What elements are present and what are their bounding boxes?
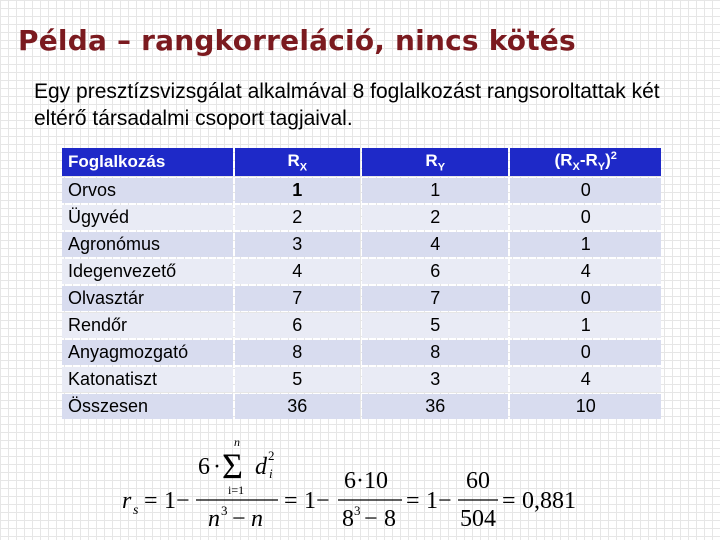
table-row bbox=[62, 259, 661, 284]
cell-rx: 5 bbox=[235, 367, 360, 392]
header-ry bbox=[362, 148, 508, 176]
formula-six: 6 bbox=[198, 454, 210, 480]
cell-d-squared: 0 bbox=[510, 205, 661, 230]
formula-one1: 1 bbox=[164, 488, 176, 514]
formula-minus-n: − bbox=[232, 506, 246, 532]
table-row bbox=[62, 286, 661, 311]
formula-one2: 1 bbox=[304, 488, 316, 514]
formula-sigma: Σ bbox=[222, 446, 243, 486]
header-d-sup: 2 bbox=[610, 150, 617, 163]
cell-rx: 4 bbox=[235, 259, 360, 284]
table-row bbox=[62, 205, 661, 230]
cell-ry: 4 bbox=[362, 232, 508, 257]
cell-d-squared: 1 bbox=[510, 313, 661, 338]
table-row bbox=[62, 340, 661, 365]
cell-occupation: Idegenvezető bbox=[62, 259, 233, 284]
cell-rx: 8 bbox=[235, 340, 360, 365]
cell-ry: 8 bbox=[362, 340, 508, 365]
formula-one3: 1 bbox=[426, 488, 438, 514]
cell-ry: 7 bbox=[362, 286, 508, 311]
cell-occupation: Anyagmozgató bbox=[62, 340, 233, 365]
formula-eq2: = bbox=[284, 488, 298, 514]
cell-ry: 36 bbox=[362, 394, 508, 419]
formula-d: d bbox=[255, 454, 267, 480]
cell-rx: 2 bbox=[235, 205, 360, 230]
cell-ry: 3 bbox=[362, 367, 508, 392]
cell-occupation: Összesen bbox=[62, 394, 233, 419]
cell-occupation: Orvos bbox=[62, 178, 233, 203]
slide-title: Példa – rangkorreláció, nincs kötés bbox=[18, 24, 576, 57]
header-ry-base: R bbox=[425, 150, 438, 170]
cell-occupation: Katonatiszt bbox=[62, 367, 233, 392]
formula-i-eq-1: i=1 bbox=[228, 483, 245, 497]
cell-rx: 36 bbox=[235, 394, 360, 419]
cell-ry: 5 bbox=[362, 313, 508, 338]
formula-eq4: = bbox=[502, 488, 516, 514]
cell-d-squared: 0 bbox=[510, 286, 661, 311]
cell-d-squared: 0 bbox=[510, 340, 661, 365]
cell-d-squared: 10 bbox=[510, 394, 661, 419]
cell-occupation: Ügyvéd bbox=[62, 205, 233, 230]
cell-ry: 1 bbox=[362, 178, 508, 203]
formula-six-times-ten: 6·10 bbox=[344, 468, 388, 494]
formula-minus3: − bbox=[438, 488, 452, 514]
header-ry-sub: Y bbox=[437, 161, 446, 174]
cell-rx: 1 bbox=[235, 178, 360, 203]
formula-eight-base: 8 bbox=[342, 506, 354, 532]
formula-minus1: − bbox=[176, 488, 190, 514]
formula-minus2: − bbox=[316, 488, 330, 514]
formula-eq3: = bbox=[406, 488, 420, 514]
cell-d-squared: 4 bbox=[510, 259, 661, 284]
spearman-formula bbox=[120, 436, 600, 536]
formula-dot1: · bbox=[213, 454, 221, 480]
formula-n-cubed-base: n bbox=[208, 506, 220, 532]
table-row bbox=[62, 367, 661, 392]
header-d-squared bbox=[510, 148, 661, 176]
formula-result: 0,881 bbox=[522, 488, 576, 514]
formula-i: i bbox=[269, 466, 273, 481]
cell-occupation: Olvasztár bbox=[62, 286, 233, 311]
formula-s: s bbox=[133, 503, 139, 518]
formula-eq1: = bbox=[144, 488, 158, 514]
header-d-close: ) bbox=[605, 151, 611, 171]
header-d-sub1: X bbox=[572, 161, 580, 174]
formula-n-last: n bbox=[251, 506, 263, 532]
table-row bbox=[62, 394, 661, 419]
cell-d-squared: 4 bbox=[510, 367, 661, 392]
formula-two: 2 bbox=[268, 448, 275, 463]
slide-subtitle: Egy presztízsvizsgálat alkalmával 8 foglalkozást rangsoroltattak két eltérő társadalmi csoport tagjaival. bbox=[34, 80, 660, 130]
cell-ry: 2 bbox=[362, 205, 508, 230]
cell-occupation: Agronómus bbox=[62, 232, 233, 257]
formula-r: r bbox=[122, 488, 132, 514]
header-d-open: (R bbox=[554, 151, 573, 171]
table-row bbox=[62, 232, 661, 257]
formula-eight-last: 8 bbox=[384, 506, 396, 532]
formula-minus-8: − bbox=[364, 506, 378, 532]
table-header-row bbox=[62, 148, 661, 176]
cell-rx: 7 bbox=[235, 286, 360, 311]
header-d-sub2: Y bbox=[597, 161, 606, 174]
header-rx-base: R bbox=[287, 150, 300, 170]
table-row bbox=[62, 178, 661, 203]
header-rx bbox=[235, 148, 360, 176]
cell-d-squared: 0 bbox=[510, 178, 661, 203]
formula-three2: 3 bbox=[354, 503, 361, 518]
cell-rx: 6 bbox=[235, 313, 360, 338]
cell-occupation: Rendőr bbox=[62, 313, 233, 338]
cell-rx: 3 bbox=[235, 232, 360, 257]
rank-table bbox=[60, 146, 663, 421]
formula-sixty: 60 bbox=[466, 468, 490, 494]
formula-n-top: n bbox=[234, 436, 240, 449]
header-occupation: Foglalkozás bbox=[62, 148, 233, 176]
formula-five-o-four: 504 bbox=[460, 506, 496, 532]
cell-d-squared: 1 bbox=[510, 232, 661, 257]
cell-ry: 6 bbox=[362, 259, 508, 284]
table-row bbox=[62, 313, 661, 338]
header-d-mid: -R bbox=[579, 151, 598, 171]
header-rx-sub: X bbox=[299, 161, 308, 174]
formula-three1: 3 bbox=[221, 503, 228, 518]
